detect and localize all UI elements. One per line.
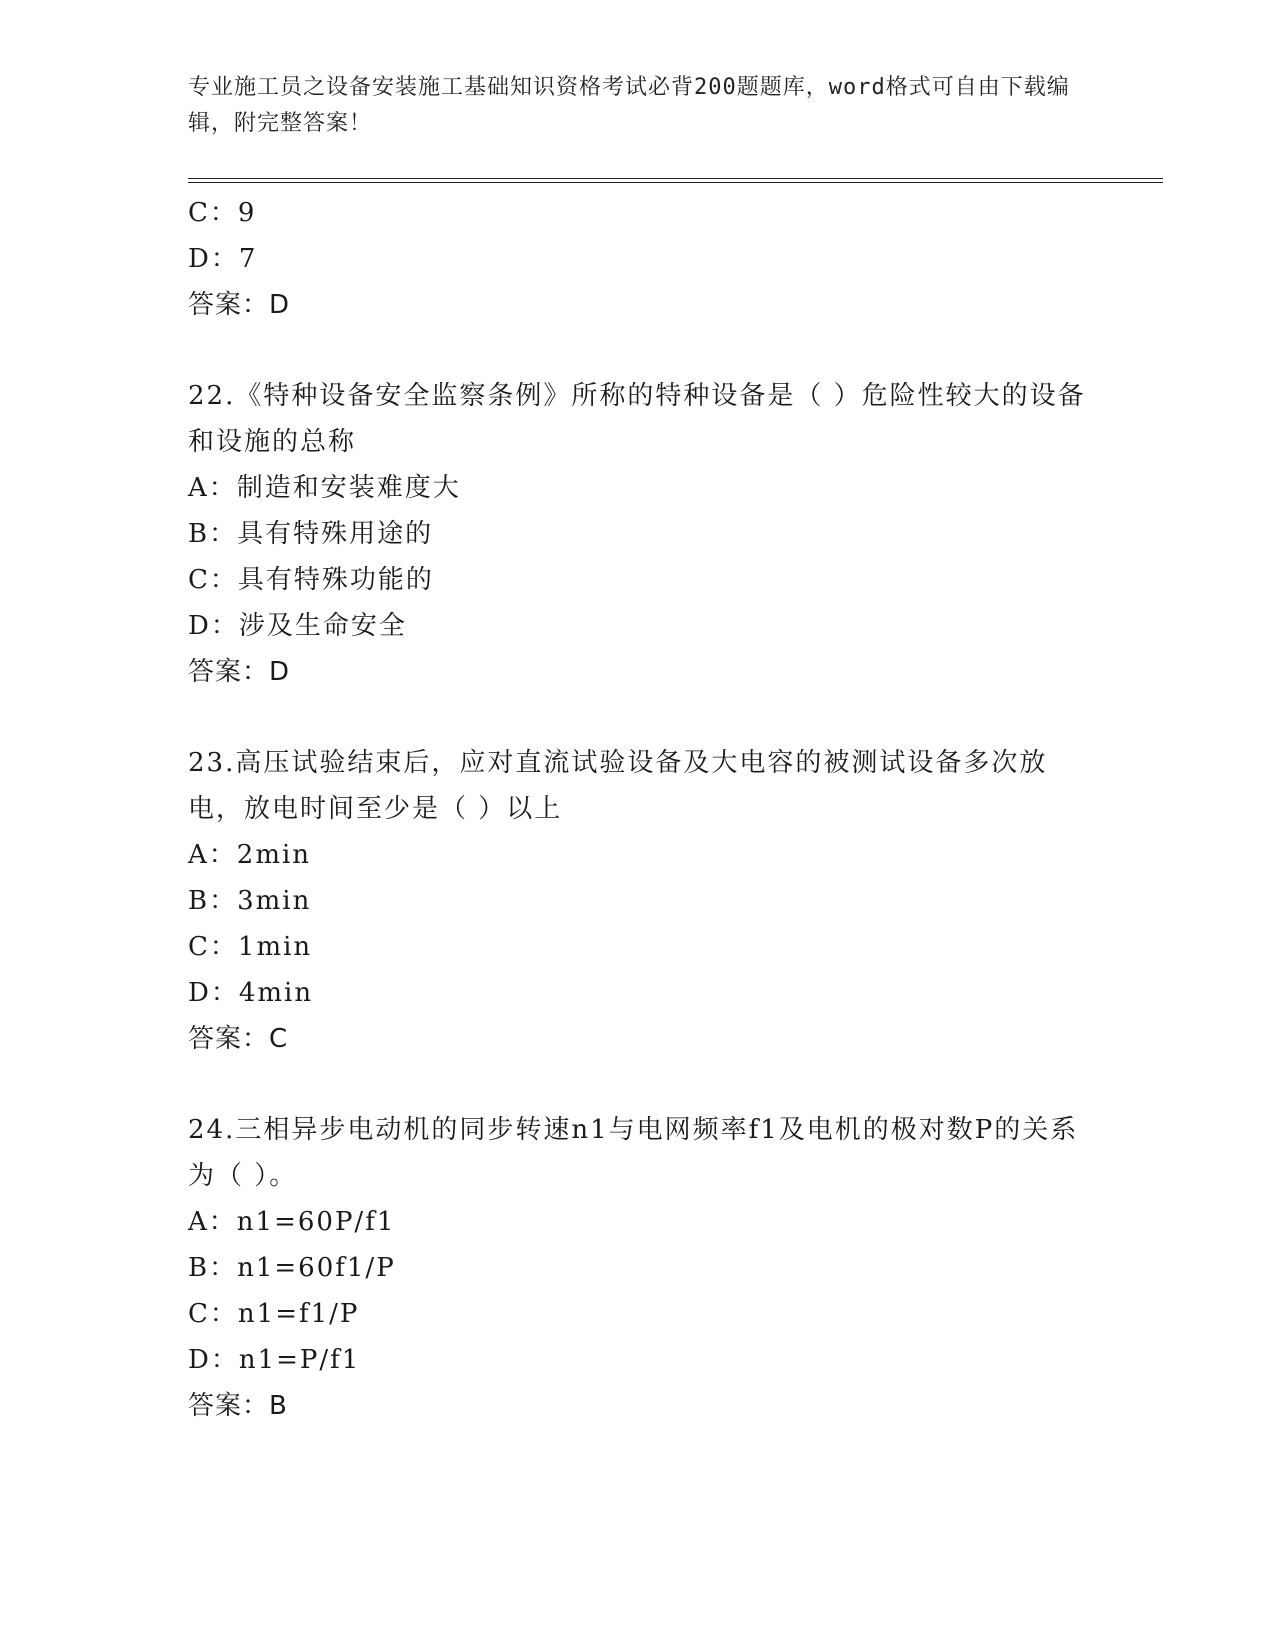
option-label: C：: [188, 932, 238, 962]
option-d: [188, 236, 1088, 282]
option-text: 具有特殊用途的: [237, 519, 434, 549]
option-label: A：: [188, 473, 237, 503]
question-text: 23.高压试验结束后，应对直流试验设备及大电容的被测试设备多次放电，放电时间至少是（ ）以上: [188, 748, 1048, 824]
option-label: B：: [188, 519, 238, 549]
option-d: [188, 1337, 1088, 1383]
question-24: [188, 1107, 1088, 1429]
document-body: [188, 190, 1088, 1429]
option-a: [188, 465, 1088, 511]
question-text: 24.三相异步电动机的同步转速n1与电网频率f1及电机的极对数P的关系为（ ）。: [188, 1115, 1079, 1191]
answer-line: [188, 1016, 1088, 1062]
option-text: 2min: [236, 840, 312, 870]
answer-line: [188, 1383, 1088, 1429]
header-divider: [188, 178, 1163, 183]
option-label: B：: [188, 1253, 238, 1283]
option-label: B：: [188, 886, 238, 916]
option-text: 9: [237, 198, 257, 228]
option-text: 涉及生命安全: [238, 611, 407, 641]
question-text: 22.《特种设备安全监察条例》所称的特种设备是（ ）危险性较大的设备和设施的总称: [188, 381, 1086, 457]
option-b: [188, 1245, 1088, 1291]
question-22: [188, 373, 1088, 695]
question-21-tail: [188, 190, 1088, 328]
option-text: n1=60f1/P: [237, 1253, 396, 1283]
option-text: 具有特殊功能的: [237, 565, 434, 595]
answer-value: D: [269, 290, 291, 320]
answer-value: C: [269, 1024, 289, 1054]
option-label: D：: [188, 244, 239, 274]
option-d: [188, 970, 1088, 1016]
option-b: [188, 511, 1088, 557]
option-label: A：: [188, 1207, 237, 1237]
option-text: 制造和安装难度大: [236, 473, 461, 503]
answer-value: D: [269, 657, 291, 687]
option-c: [188, 924, 1088, 970]
option-a: [188, 1199, 1088, 1245]
option-label: C：: [188, 565, 238, 595]
option-text: 1min: [237, 932, 313, 962]
answer-line: [188, 282, 1088, 328]
option-text: n1=P/f1: [238, 1345, 361, 1375]
option-c: [188, 557, 1088, 603]
option-b: [188, 878, 1088, 924]
answer-label: 答案：: [188, 1391, 270, 1421]
option-text: 3min: [237, 886, 312, 916]
option-d: [188, 603, 1088, 649]
option-text: n1=f1/P: [237, 1299, 360, 1329]
option-label: C：: [188, 198, 238, 228]
answer-label: 答案：: [188, 657, 270, 687]
option-c: [188, 190, 1088, 236]
answer-label: 答案：: [188, 290, 270, 320]
answer-label: 答案：: [188, 1024, 270, 1054]
option-label: D：: [188, 978, 239, 1008]
question-23: [188, 740, 1088, 1062]
option-a: [188, 832, 1088, 878]
option-label: D：: [188, 611, 239, 641]
option-label: A：: [188, 840, 237, 870]
option-text: 7: [238, 244, 258, 274]
option-label: D：: [188, 1345, 239, 1375]
option-text: 4min: [238, 978, 314, 1008]
option-label: C：: [188, 1299, 238, 1329]
option-c: [188, 1291, 1088, 1337]
option-text: n1=60P/f1: [236, 1207, 396, 1237]
document-header: 专业施工员之设备安装施工基础知识资格考试必背200题题库，word格式可自由下载编辑，附完整答案！: [188, 75, 1070, 136]
answer-line: [188, 649, 1088, 695]
answer-value: B: [269, 1391, 288, 1421]
